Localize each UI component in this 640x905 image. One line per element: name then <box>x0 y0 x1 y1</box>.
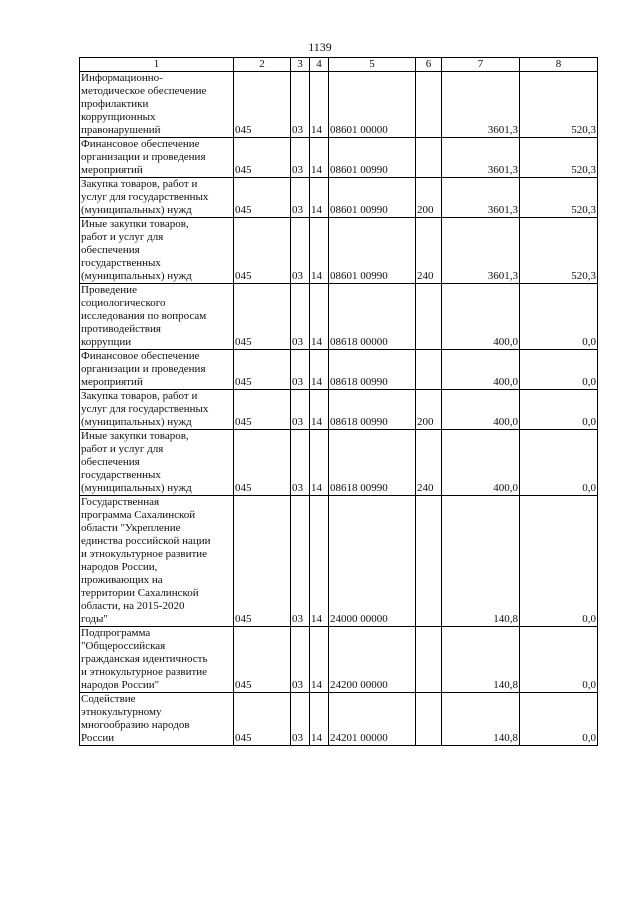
expense-type-cell: 240 <box>416 430 442 496</box>
column-header-7: 7 <box>442 58 520 72</box>
table-row <box>80 693 598 746</box>
column-header-4: 4 <box>310 58 329 72</box>
ministry-code-cell: 045 <box>234 138 291 178</box>
row-name-cell: Иные закупки товаров, работ и услуг для обеспечения государственных (муниципальных) нужд <box>80 218 234 284</box>
amount-col7-cell: 3601,3 <box>442 218 520 284</box>
target-item-cell: 08601 00990 <box>329 138 416 178</box>
subsection-cell: 14 <box>310 138 329 178</box>
target-item-cell: 08601 00000 <box>329 72 416 138</box>
table-row <box>80 178 598 218</box>
target-item-cell: 24000 00000 <box>329 496 416 627</box>
target-item-cell: 24201 00000 <box>329 693 416 746</box>
expense-type-cell: 200 <box>416 178 442 218</box>
row-name-cell: Закупка товаров, работ и услуг для государственных (муниципальных) нужд <box>80 178 234 218</box>
subsection-cell: 14 <box>310 178 329 218</box>
table-row <box>80 430 598 496</box>
subsection-cell: 14 <box>310 430 329 496</box>
column-header-6: 6 <box>416 58 442 72</box>
ministry-code-cell: 045 <box>234 350 291 390</box>
expense-type-cell: 200 <box>416 390 442 430</box>
amount-col8-cell: 520,3 <box>520 218 598 284</box>
ministry-code-cell: 045 <box>234 693 291 746</box>
amount-col7-cell: 140,8 <box>442 496 520 627</box>
target-item-cell: 08618 00000 <box>329 284 416 350</box>
target-item-cell: 08618 00990 <box>329 430 416 496</box>
section-cell: 03 <box>291 72 310 138</box>
row-name-cell: Государственная программа Сахалинской области "Укрепление единства российской нации и этнокультурное развитие народов России, проживающих на территории Сахалинской области, на 2015-2020 годы" <box>80 496 234 627</box>
amount-col8-cell: 0,0 <box>520 496 598 627</box>
table-row <box>80 138 598 178</box>
target-item-cell: 08618 00990 <box>329 350 416 390</box>
expense-type-cell <box>416 627 442 693</box>
table-body <box>80 72 598 746</box>
subsection-cell: 14 <box>310 218 329 284</box>
subsection-cell: 14 <box>310 72 329 138</box>
ministry-code-cell: 045 <box>234 178 291 218</box>
budget-table <box>79 57 598 746</box>
expense-type-cell <box>416 72 442 138</box>
ministry-code-cell: 045 <box>234 390 291 430</box>
section-cell: 03 <box>291 390 310 430</box>
amount-col8-cell: 0,0 <box>520 284 598 350</box>
section-cell: 03 <box>291 430 310 496</box>
row-name-cell: Проведение социологического исследования по вопросам противодействия коррупции <box>80 284 234 350</box>
section-cell: 03 <box>291 350 310 390</box>
table-row <box>80 218 598 284</box>
amount-col8-cell: 0,0 <box>520 627 598 693</box>
row-name-cell: Закупка товаров, работ и услуг для государственных (муниципальных) нужд <box>80 390 234 430</box>
amount-col8-cell: 520,3 <box>520 72 598 138</box>
ministry-code-cell: 045 <box>234 218 291 284</box>
amount-col8-cell: 0,0 <box>520 693 598 746</box>
section-cell: 03 <box>291 218 310 284</box>
expense-type-cell <box>416 284 442 350</box>
subsection-cell: 14 <box>310 284 329 350</box>
page-number: 1139 <box>308 40 332 54</box>
amount-col8-cell: 0,0 <box>520 350 598 390</box>
table-row <box>80 496 598 627</box>
amount-col7-cell: 140,8 <box>442 627 520 693</box>
table-row <box>80 350 598 390</box>
subsection-cell: 14 <box>310 496 329 627</box>
amount-col8-cell: 0,0 <box>520 430 598 496</box>
amount-col7-cell: 400,0 <box>442 390 520 430</box>
table-row <box>80 284 598 350</box>
row-name-cell: Подпрограмма "Общероссийская гражданская идентичность и этнокультурное развитие народов России" <box>80 627 234 693</box>
ministry-code-cell: 045 <box>234 284 291 350</box>
amount-col7-cell: 400,0 <box>442 350 520 390</box>
subsection-cell: 14 <box>310 390 329 430</box>
column-header-3: 3 <box>291 58 310 72</box>
section-cell: 03 <box>291 693 310 746</box>
target-item-cell: 08601 00990 <box>329 218 416 284</box>
table-row <box>80 627 598 693</box>
section-cell: 03 <box>291 178 310 218</box>
amount-col7-cell: 3601,3 <box>442 178 520 218</box>
expense-type-cell <box>416 693 442 746</box>
section-cell: 03 <box>291 496 310 627</box>
target-item-cell: 24200 00000 <box>329 627 416 693</box>
section-cell: 03 <box>291 284 310 350</box>
row-name-cell: Финансовое обеспечение организации и проведения мероприятий <box>80 350 234 390</box>
target-item-cell: 08618 00990 <box>329 390 416 430</box>
row-name-cell: Иные закупки товаров, работ и услуг для обеспечения государственных (муниципальных) нужд <box>80 430 234 496</box>
ministry-code-cell: 045 <box>234 627 291 693</box>
ministry-code-cell: 045 <box>234 430 291 496</box>
subsection-cell: 14 <box>310 693 329 746</box>
row-name-cell: Финансовое обеспечение организации и проведения мероприятий <box>80 138 234 178</box>
amount-col7-cell: 400,0 <box>442 284 520 350</box>
subsection-cell: 14 <box>310 350 329 390</box>
ministry-code-cell: 045 <box>234 72 291 138</box>
amount-col8-cell: 520,3 <box>520 178 598 218</box>
ministry-code-cell: 045 <box>234 496 291 627</box>
table-row <box>80 72 598 138</box>
column-header-1: 1 <box>80 58 234 72</box>
column-header-5: 5 <box>329 58 416 72</box>
row-name-cell: Содействие этнокультурному многообразию народов России <box>80 693 234 746</box>
section-cell: 03 <box>291 138 310 178</box>
column-header-2: 2 <box>234 58 291 72</box>
amount-col8-cell: 520,3 <box>520 138 598 178</box>
amount-col7-cell: 140,8 <box>442 693 520 746</box>
section-cell: 03 <box>291 627 310 693</box>
expense-type-cell: 240 <box>416 218 442 284</box>
subsection-cell: 14 <box>310 627 329 693</box>
expense-type-cell <box>416 138 442 178</box>
table-row <box>80 390 598 430</box>
amount-col7-cell: 3601,3 <box>442 138 520 178</box>
column-header-8: 8 <box>520 58 598 72</box>
row-name-cell: Информационно- методическое обеспечение профилактики коррупционных правонарушений <box>80 72 234 138</box>
expense-type-cell <box>416 350 442 390</box>
amount-col7-cell: 3601,3 <box>442 72 520 138</box>
expense-type-cell <box>416 496 442 627</box>
amount-col8-cell: 0,0 <box>520 390 598 430</box>
amount-col7-cell: 400,0 <box>442 430 520 496</box>
target-item-cell: 08601 00990 <box>329 178 416 218</box>
header-row <box>80 58 598 72</box>
